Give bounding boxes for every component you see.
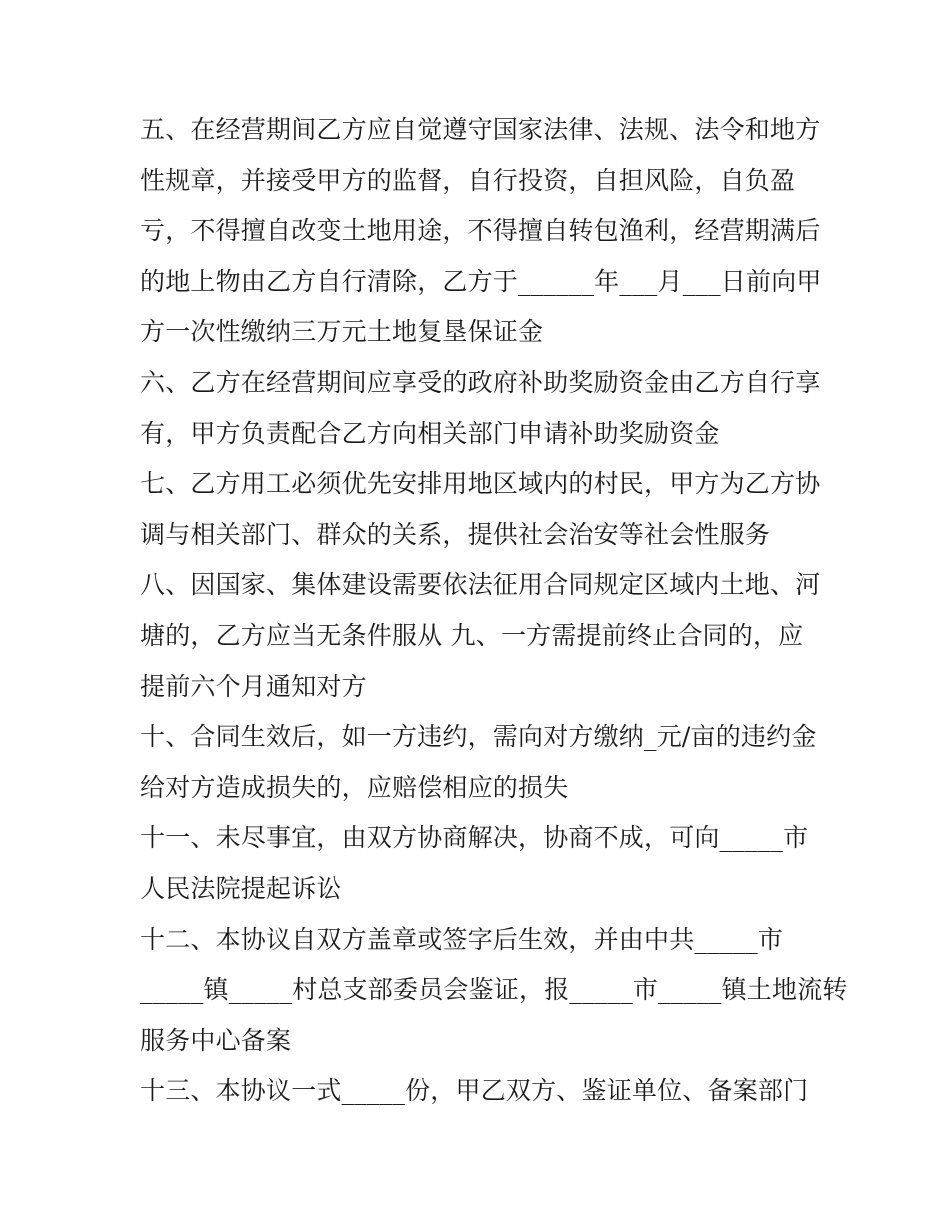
text-line: 提前六个月通知对方 [140,671,367,701]
text-line: 有，甲方负责配合乙方向相关部门申请补助奖励资金 [140,418,720,448]
text-line: 人民法院提起诉讼 [140,873,342,903]
contract-body [140,105,848,1117]
text-line: 五、在经营期间乙方应自觉遵守国家法律、法规、法令和地方 [140,115,821,144]
text-line: 十三、本协议一式_____份，甲乙双方、鉴证单位、备案部门 [140,1076,809,1106]
text-line: 八、因国家、集体建设需要依法征用合同规定区域内土地、河 [140,570,821,600]
text-line: 方一次性缴纳三万元土地复垦保证金 [140,317,544,347]
text-line: 调与相关部门、群众的关系，提供社会治安等社会性服务 [140,519,771,549]
text-line: 十二、本协议自双方盖章或签字后生效，并由中共_____市 [140,924,784,954]
text-line: 十一、未尽事宜，由双方协商解决，协商不成，可向_____市 [140,823,809,853]
text-line: _____镇_____村总支部委员会鉴证，报_____市_____镇土地流转 [140,975,848,1005]
text-line: 亏，不得擅自改变土地用途，不得擅自转包渔利，经营期满后 [140,216,821,246]
text-line: 性规章，并接受甲方的监督，自行投资，自担风险，自负盈 [140,165,796,195]
text-line: 六、乙方在经营期间应享受的政府补助奖励资金由乙方自行享 [140,367,821,397]
text-line: 给对方造成损失的，应赔偿相应的损失 [140,772,569,802]
text-line: 服务中心备案 [140,1025,292,1055]
text-line: 塘的，乙方应当无条件服从 九、一方需提前终止合同的，应 [140,620,804,650]
text-line: 的地上物由乙方自行清除，乙方于______年___月___日前向甲 [140,266,822,296]
text-line: 十、合同生效后，如一方违约，需向对方缴纳_元/亩的违约金 [140,722,817,752]
text-line: 七、乙方用工必须优先安排用地区域内的村民，甲方为乙方协 [140,469,821,499]
